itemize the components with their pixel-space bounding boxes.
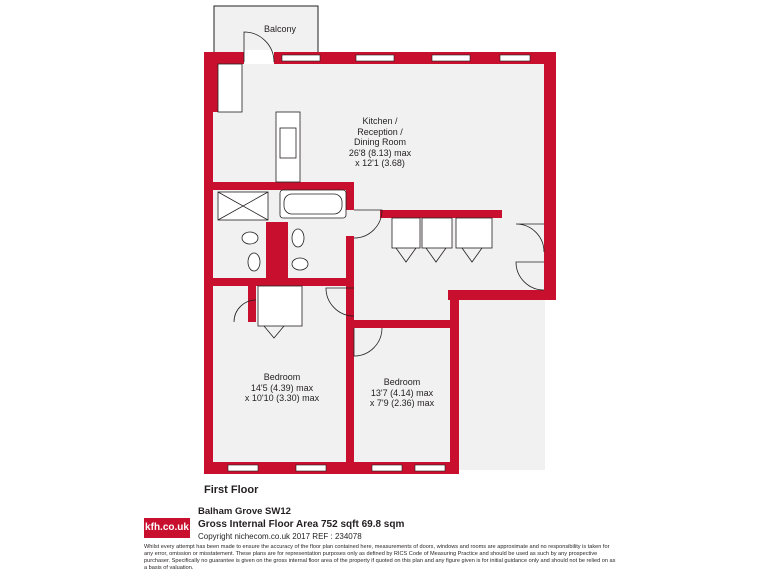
balcony-name: Balcony	[263, 24, 297, 34]
balcony-label	[256, 24, 304, 35]
bedroom-1-label	[222, 372, 342, 404]
bedroom-2-dimension-1: 13'7 (4.14) max	[370, 387, 434, 398]
bedroom-1-dimension-1: 14'5 (4.39) max	[250, 382, 314, 393]
kitchen-dimension-1: 26'8 (8.13) max	[348, 147, 412, 158]
bedroom-1-dimension-2: x 10'10 (3.30) max	[244, 393, 320, 403]
property-address: Balham Grove SW12	[198, 506, 291, 517]
bedroom-2-label	[342, 377, 462, 409]
kitchen-label	[320, 116, 440, 169]
balcony-doorway	[244, 50, 274, 64]
copyright-text: Copyright nichecom.co.uk 2017 REF : 234078	[198, 532, 362, 541]
floor-area: Gross Internal Floor Area 752 sqft 69.8 sqm	[198, 519, 405, 530]
kitchen-line-3: Dining Room	[353, 137, 407, 147]
disclaimer-text: Whilst every attempt has been made to ensure the accuracy of the floor plan contained here, measurements of doors, windows and rooms are approximate and no responsibility is taken for any error, omission or misstatement. These plans are for representation purposes only as defined by RICS Code of Measuring Practice and should be used as such by any prospective purchaser. Specifically no guarantee is given on the gross internal floor area of the property if quoted on this plan and any figure given is for initial guidance only and should not be relied on as a basis of valuation.	[144, 544, 616, 571]
agent-logo: kfh.co.uk	[144, 518, 190, 538]
bedroom-2-name: Bedroom	[383, 377, 421, 387]
kitchen-line-1: Kitchen /	[362, 116, 398, 126]
floor-title: First Floor	[204, 484, 259, 496]
kitchen-line-2: Reception /	[357, 126, 403, 137]
kitchen-dimension-2: x 12'1 (3.68)	[355, 158, 405, 168]
bedroom-2-dimension-2: x 7'9 (2.36) max	[369, 398, 435, 408]
bedroom-1-name: Bedroom	[263, 372, 301, 382]
